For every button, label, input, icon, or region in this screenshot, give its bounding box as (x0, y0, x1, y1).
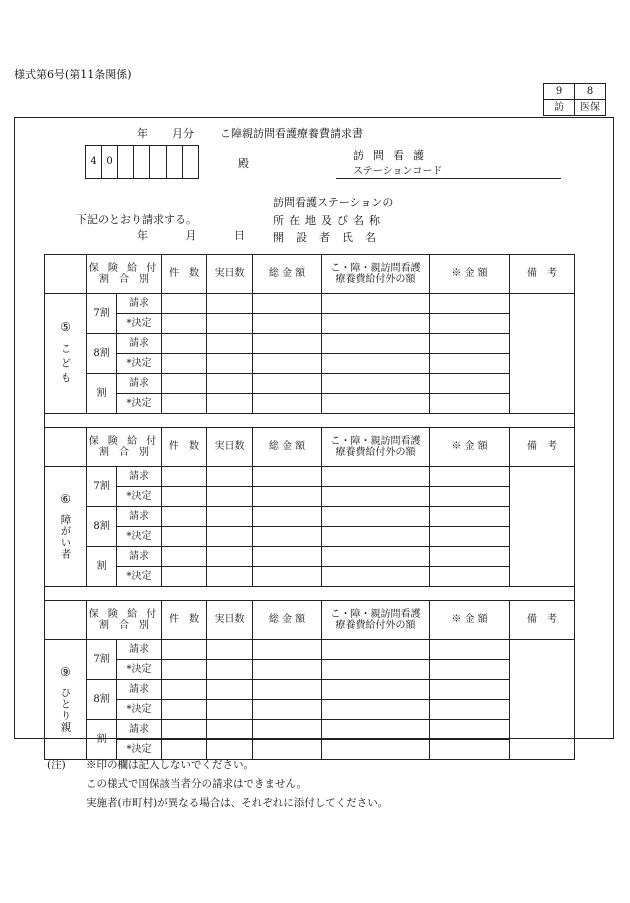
row-type: *決定 (117, 354, 162, 374)
date-year-label: 年 (137, 229, 148, 242)
request-statement: 下記のとおり請求する。 (76, 213, 197, 226)
row-type: *決定 (117, 487, 162, 507)
ratio-header: 保 険 給 付 割 合 別 (87, 601, 162, 640)
note-line: ※印の欄は記入しないでください。 (86, 759, 254, 771)
notes-prefix: (注) (47, 759, 66, 771)
remarks-header: 備 考 (510, 255, 575, 294)
ratio-cell: 8割 (87, 507, 117, 547)
station-code-underline[interactable] (336, 178, 561, 179)
section-separator (45, 414, 575, 428)
ratio-cell: 8割 (87, 334, 117, 374)
row-type: *決定 (117, 314, 162, 334)
total-header: 総 金 額 (253, 601, 322, 640)
amount-header: ※ 金 額 (430, 255, 510, 294)
amount-header: ※ 金 額 (430, 601, 510, 640)
row-type: 請求 (117, 720, 162, 740)
count-header: 件 数 (162, 601, 207, 640)
row-type: 請求 (117, 467, 162, 487)
station-code-cell[interactable] (118, 146, 134, 179)
remarks-header: 備 考 (510, 428, 575, 467)
days-header: 実日数 (207, 428, 253, 467)
total-header: 総 金 額 (253, 428, 322, 467)
code-cell: 9 (544, 84, 575, 100)
row-type: *決定 (117, 700, 162, 720)
address-label-3: 開設者氏名 (273, 231, 388, 244)
ratio-header: 保 険 給 付 割 合 別 (87, 428, 162, 467)
station-code-cell[interactable]: 0 (102, 146, 118, 179)
station-code-label: ステーションコード (353, 166, 443, 177)
station-code-cell[interactable] (134, 146, 150, 179)
month-label: 月分 (172, 127, 194, 140)
row-type: 請求 (117, 334, 162, 354)
row-type: 請求 (117, 680, 162, 700)
remarks-cell[interactable] (510, 294, 575, 414)
ratio-cell: 7割 (87, 294, 117, 334)
total-header: 総 金 額 (253, 255, 322, 294)
code-box (543, 83, 606, 116)
ratio-cell: 割 (87, 374, 117, 414)
row-type: 請求 (117, 507, 162, 527)
section-label: ⑥ 障がい者 (45, 467, 87, 587)
station-code-cell[interactable] (183, 146, 199, 179)
code-cell: 8 (575, 84, 606, 100)
section-separator (45, 587, 575, 601)
section-label: ⑨ ひとり親 (45, 640, 87, 760)
address-label-2: 所在地及び名称 (273, 214, 385, 227)
station-label: 訪問看護 (353, 149, 433, 162)
row-type: *決定 (117, 567, 162, 587)
remarks-header: 備 考 (510, 601, 575, 640)
ratio-cell: 割 (87, 720, 117, 760)
excluded-amount-header: こ・障・親訪問看護 療養費給付外の額 (322, 601, 430, 640)
ratio-cell: 割 (87, 547, 117, 587)
station-code-cell[interactable]: 4 (86, 146, 102, 179)
request-date (137, 227, 245, 243)
remarks-cell[interactable] (510, 640, 575, 760)
section-label: ⑤ こども (45, 294, 87, 414)
count-header: 件 数 (162, 428, 207, 467)
ratio-cell: 7割 (87, 640, 117, 680)
address-label-1: 訪問看護ステーションの (273, 196, 394, 209)
row-type: 請求 (117, 547, 162, 567)
amount-header: ※ 金 額 (430, 428, 510, 467)
year-label: 年 (137, 127, 148, 140)
count-header: 件 数 (162, 255, 207, 294)
form-title: こ障親訪問看護療養費請求書 (220, 127, 363, 140)
claims-table (44, 254, 575, 760)
note-line: この様式で国保該当者分の請求はできません。 (86, 778, 308, 790)
row-type: *決定 (117, 660, 162, 680)
date-day-label: 日 (234, 229, 245, 242)
ratio-cell: 8割 (87, 680, 117, 720)
station-code-cell[interactable] (150, 146, 167, 179)
form-number: 様式第6号(第11条関係) (14, 68, 132, 81)
code-cell: 訪 (544, 100, 575, 116)
row-type: 請求 (117, 374, 162, 394)
remarks-cell[interactable] (510, 467, 575, 587)
row-type: *決定 (117, 740, 162, 760)
date-month-label: 月 (185, 229, 197, 242)
row-type: 請求 (117, 640, 162, 660)
excluded-amount-header: こ・障・親訪問看護 療養費給付外の額 (322, 255, 430, 294)
note-line: 実施者(市町村)が異なる場合は、それぞれに添付してください。 (86, 797, 389, 809)
addressee-suffix: 殿 (238, 157, 249, 170)
station-code-boxes[interactable] (85, 145, 199, 179)
row-type: *決定 (117, 394, 162, 414)
code-cell: 医保 (575, 100, 606, 116)
row-type: 請求 (117, 294, 162, 314)
ratio-header: 保 険 給 付 割 合 別 (87, 255, 162, 294)
station-code-cell[interactable] (167, 146, 183, 179)
ratio-cell: 7割 (87, 467, 117, 507)
excluded-amount-header: こ・障・親訪問看護 療養費給付外の額 (322, 428, 430, 467)
days-header: 実日数 (207, 255, 253, 294)
days-header: 実日数 (207, 601, 253, 640)
row-type: *決定 (117, 527, 162, 547)
